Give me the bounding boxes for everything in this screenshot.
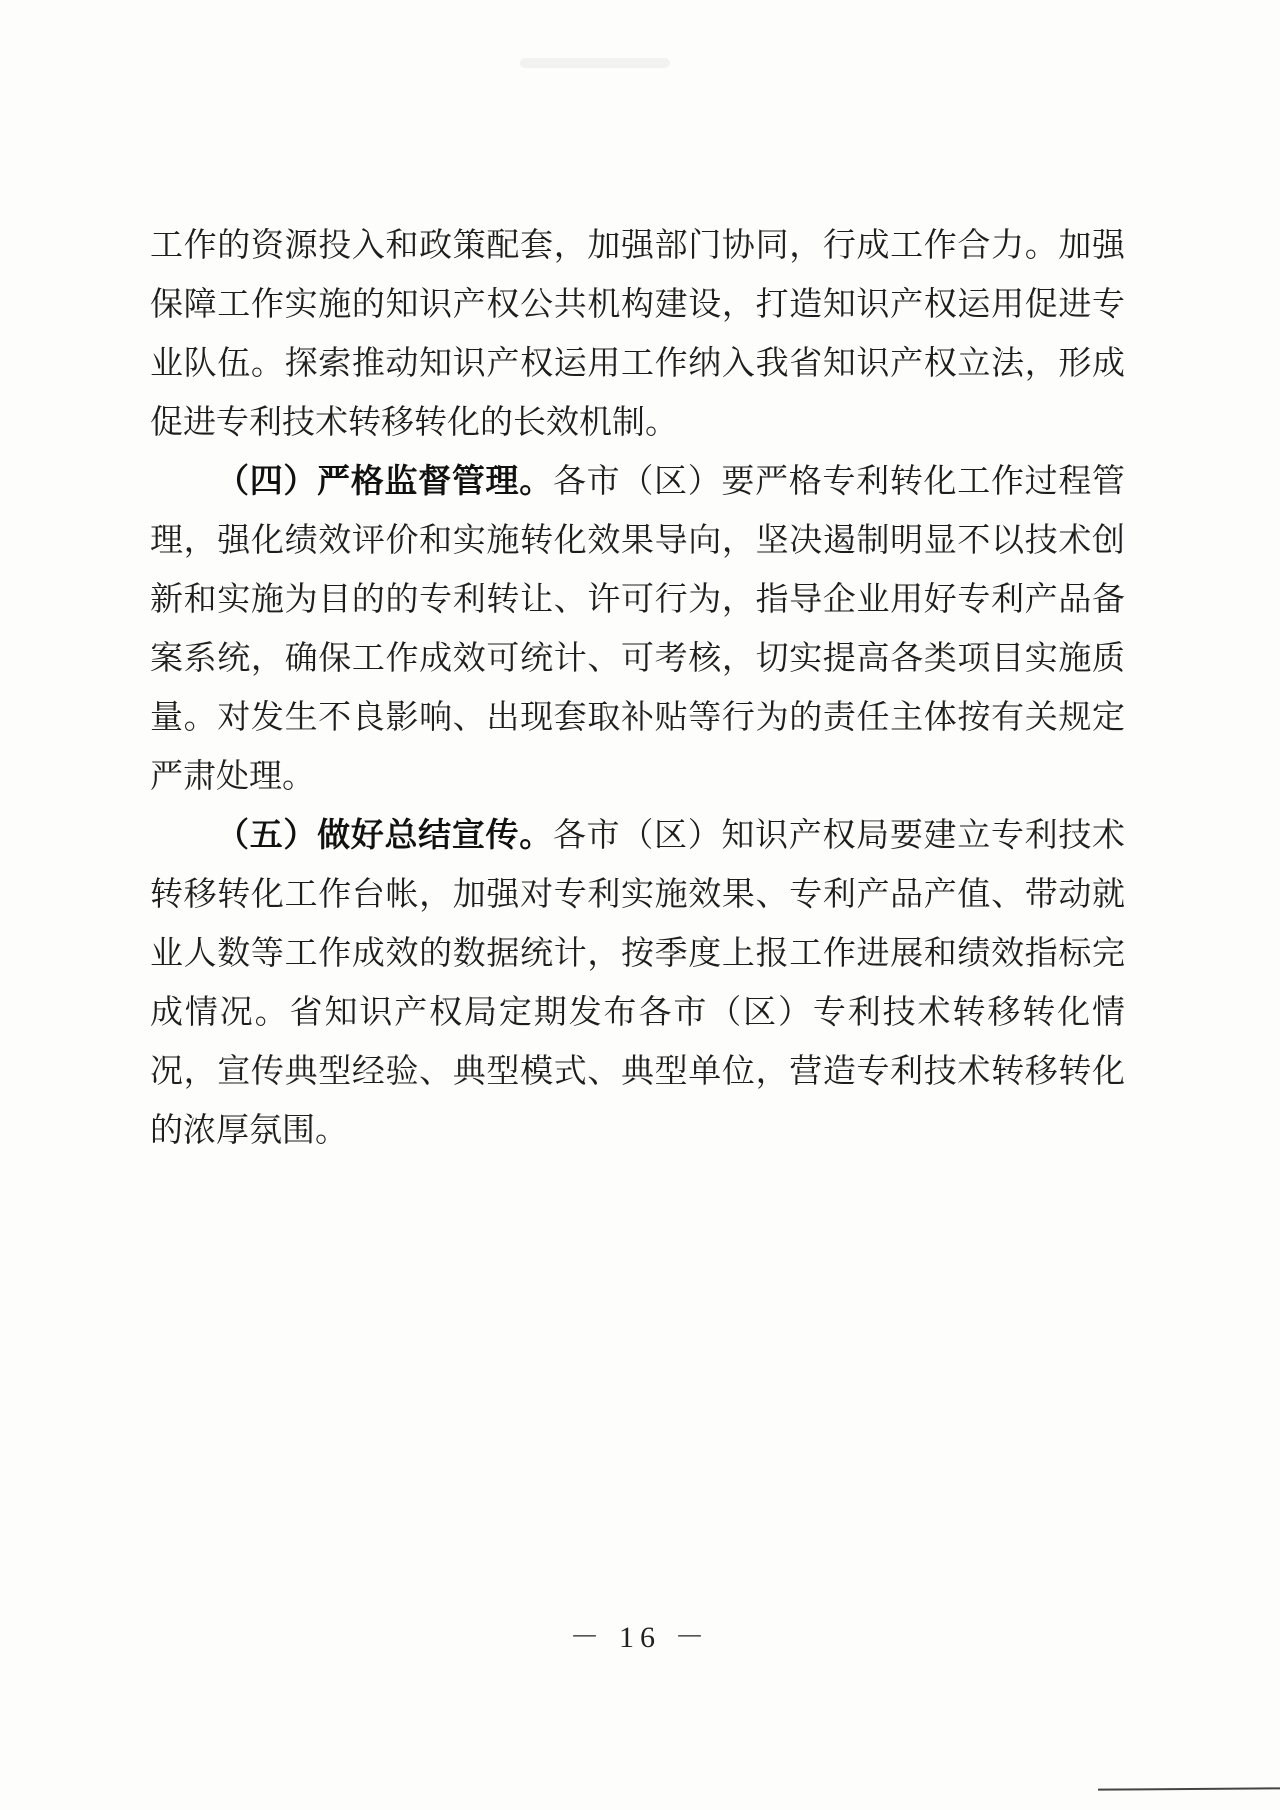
paragraph-text: 工作的资源投入和政策配套，加强部门协同，行成工作合力。加强保障工作实施的知识产权公共机构建设，打造知识产权运用促进专业队伍。探索推动知识产权运用工作纳入我省知识产权立法，形成促进专利技术转移转化的长效机制。	[150, 225, 1125, 441]
page-number: － 16 －	[569, 1621, 711, 1654]
paragraph-heading: （五）做好总结宣传。	[216, 815, 553, 854]
paragraph-text: 各市（区）要严格专利转化工作过程管理，强化绩效评价和实施转化效果导向，坚决遏制明显不以技术创新和实施为目的的专利转让、许可行为，指导企业用好专利产品备案系统，确保工作成效可统计、可考核，切实提高各类项目实施质量。对发生不良影响、出现套取补贴等行为的责任主体按有关规定严肃处理。	[150, 461, 1126, 795]
scan-edge-line	[1098, 1787, 1280, 1790]
document-body	[150, 215, 1125, 1159]
paragraph-text: 各市（区）知识产权局要建立专利技术转移转化工作台帐，加强对专利实施效果、专利产品产值、带动就业人数等工作成效的数据统计，按季度上报工作进展和绩效指标完成情况。省知识产权局定期发布各市（区）专利技术转移转化情况，宣传典型经验、典型模式、典型单位，营造专利技术转移转化的浓厚氛围。	[150, 815, 1126, 1149]
paragraph-heading: （四）严格监督管理。	[216, 461, 553, 500]
paragraph-summary-publicity	[150, 805, 1125, 1159]
paragraph-continuation	[150, 215, 1125, 451]
paragraph-supervision	[150, 451, 1125, 805]
scan-smudge	[520, 58, 670, 68]
